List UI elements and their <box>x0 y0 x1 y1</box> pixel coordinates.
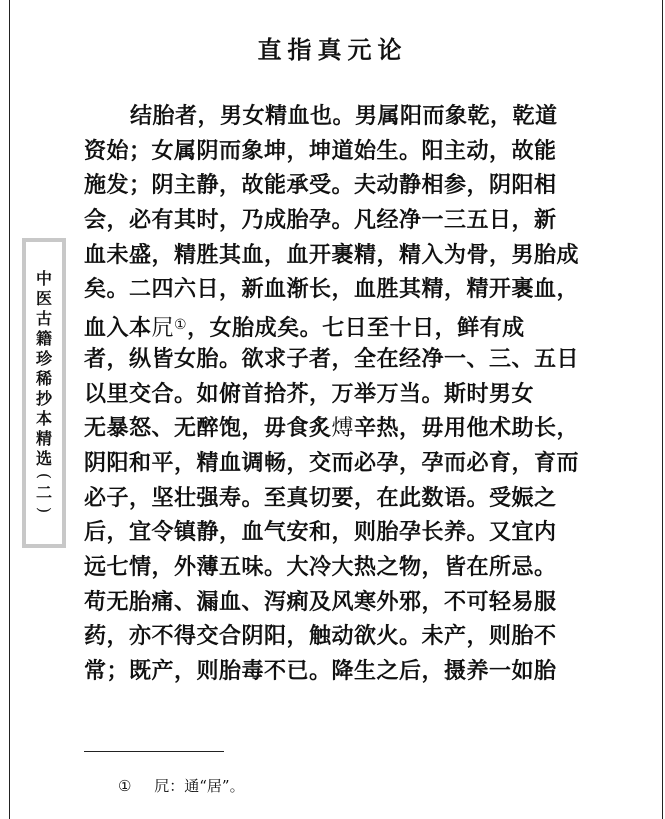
body-line <box>84 482 584 517</box>
body-text-segment: ，女胎成矣。七日至十日，鲜有成 <box>187 316 525 342</box>
body-text-segment: 必子，坚壮强寿。至真切要，在此数语。受娠之 <box>84 485 557 511</box>
series-side-label-inner <box>26 242 62 544</box>
body-text-segment: 苟无胎痛、漏血、泻痢及风寒外邪，不可轻易服 <box>84 589 557 615</box>
footnote-rule <box>84 751 224 752</box>
body-line <box>84 239 584 274</box>
body-line <box>84 100 584 135</box>
side-label-paren-open: ( <box>35 472 54 480</box>
body-line <box>84 308 584 343</box>
side-label-char: 珍 <box>35 349 52 368</box>
body-text-segment: 常；既产，则胎毒不已。降生之后，摄养一如胎 <box>84 659 557 684</box>
side-label-char: 古 <box>35 309 52 328</box>
body-text-segment: 资始；女属阴而象坤，坤道始生。阳主动，故能 <box>84 138 557 164</box>
body-text-segment: 药，亦不得交合阴阳，触动欲火。未产，则胎不 <box>84 624 557 650</box>
footnote <box>118 775 245 796</box>
body-line <box>84 620 584 655</box>
page-left-border <box>9 0 10 819</box>
body-text-segment: 血入本 <box>84 316 152 342</box>
body-text-segment: 会，必有其时，乃成胎孕。凡经净一三五日，新 <box>84 208 557 234</box>
rare-character: 凥 <box>151 316 175 342</box>
body-text-segment: 远七情，外薄五味。大冷大热之物，皆在所忌。 <box>84 554 557 580</box>
side-label-char: 稀 <box>35 369 52 388</box>
footnote-text: 凥：通“居”。 <box>154 777 245 795</box>
rare-character: 煿 <box>331 416 355 442</box>
body-line <box>84 343 584 378</box>
body-text-segment: 辛热，毋用他术助长， <box>354 416 580 442</box>
body-text-segment: 矣。二四六日，新血渐长，血胜其精，精开裹血， <box>84 277 580 303</box>
body-line <box>84 586 584 621</box>
body-line <box>84 412 584 447</box>
body-line <box>84 273 584 308</box>
body-text-segment: 结胎者，男女精血也。男属阳而象乾，乾道 <box>130 104 558 129</box>
body-line <box>84 204 584 239</box>
body-text-segment: 血未盛，精胜其血，血开裹精，精入为骨，男胎成 <box>84 242 580 268</box>
body-line <box>84 135 584 170</box>
body-text-segment: 施发；阴主静，故能承受。夫动静相参，阴阳相 <box>84 173 557 199</box>
side-label-char: 选 <box>35 449 52 468</box>
side-label-char: 精 <box>35 429 52 448</box>
side-label-volume: 二 <box>35 483 52 502</box>
footnote-marker: ① <box>174 317 188 334</box>
body-text <box>84 100 584 690</box>
body-line <box>84 378 584 413</box>
side-label-char: 本 <box>35 409 52 428</box>
side-label-char: 中 <box>35 269 52 288</box>
page-right-border <box>662 0 663 819</box>
body-text-segment: 者，纵皆女胎。欲求子者，全在经净一、三、五日 <box>84 346 580 372</box>
side-label-char: 医 <box>35 289 52 308</box>
body-line <box>84 516 584 551</box>
body-text-segment: 以里交合。如俯首拾芥，万举万当。斯时男女 <box>84 381 535 407</box>
body-line <box>84 551 584 586</box>
body-text-segment: 无暴怒、无醉饱，毋食炙 <box>84 416 332 442</box>
body-line <box>84 447 584 482</box>
series-side-label <box>22 238 66 548</box>
side-label-paren-close: ) <box>35 506 54 514</box>
body-text-segment: 后，宜令镇静，血气安和，则胎孕长养。又宜内 <box>84 520 557 546</box>
side-label-char: 抄 <box>35 389 52 408</box>
body-text-segment: 阴阳和平，精血调畅，交而必孕，孕而必育，育而 <box>84 450 580 476</box>
side-label-char: 籍 <box>35 329 52 348</box>
page-title: 直指真元论 <box>257 36 408 64</box>
footnote-number: ① <box>118 777 132 795</box>
body-line <box>84 655 584 690</box>
body-line <box>84 169 584 204</box>
